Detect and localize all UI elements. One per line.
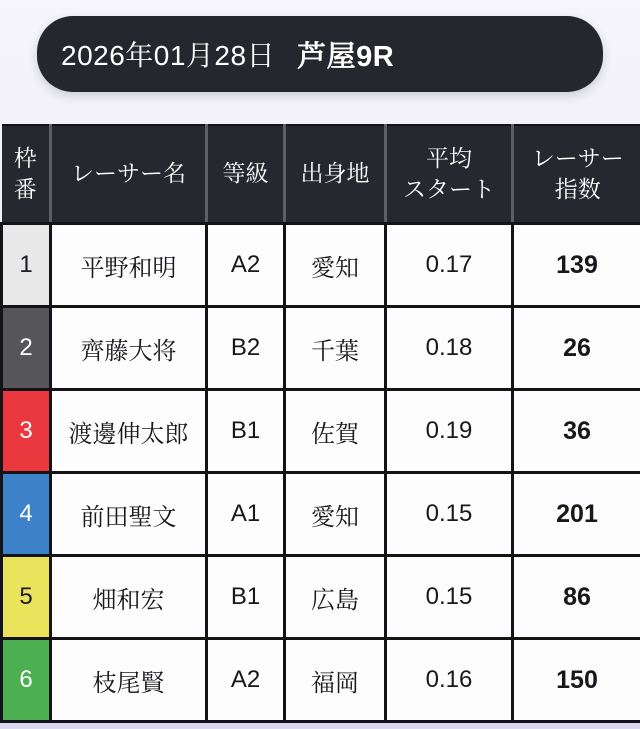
race-date: 2026年01月28日 [61, 34, 275, 74]
column-header-racer-index: レーサー 指数 [513, 125, 640, 224]
lane-number-cell: 6 [2, 639, 51, 722]
racer-index-cell: 139 [513, 224, 640, 307]
avg-start-cell: 0.19 [386, 390, 513, 473]
avg-start-cell: 0.16 [386, 639, 513, 722]
avg-start-cell: 0.15 [386, 473, 513, 556]
grade-cell: B2 [207, 307, 285, 390]
column-header-waku: 枠 番 [2, 125, 51, 224]
column-header-avg-start: 平均 スタート [386, 125, 513, 224]
racer-name-cell: 平野和明 [51, 224, 207, 307]
racer-name-cell: 枝尾賢 [51, 639, 207, 722]
column-header-origin: 出身地 [285, 125, 386, 224]
origin-cell: 福岡 [285, 639, 386, 722]
origin-cell: 千葉 [285, 307, 386, 390]
racer-name-cell: 渡邊伸太郎 [51, 390, 207, 473]
lane-number-cell: 3 [2, 390, 51, 473]
table-row [2, 556, 640, 639]
origin-cell: 広島 [285, 556, 386, 639]
racer-table [0, 124, 640, 723]
origin-cell: 愛知 [285, 473, 386, 556]
column-header-grade: 等級 [207, 125, 285, 224]
lane-number-cell: 1 [2, 224, 51, 307]
origin-cell: 佐賀 [285, 390, 386, 473]
lane-number-cell: 5 [2, 556, 51, 639]
racer-index-cell: 36 [513, 390, 640, 473]
table-row [2, 224, 640, 307]
racer-name-cell: 畑和宏 [51, 556, 207, 639]
race-title-bar [37, 16, 603, 92]
race-name: 芦屋9R [297, 34, 394, 75]
grade-cell: A1 [207, 473, 285, 556]
avg-start-cell: 0.18 [386, 307, 513, 390]
grade-cell: B1 [207, 390, 285, 473]
grade-cell: B1 [207, 556, 285, 639]
table-row [2, 390, 640, 473]
lane-number-cell: 4 [2, 473, 51, 556]
avg-start-cell: 0.15 [386, 556, 513, 639]
table-row [2, 473, 640, 556]
racer-table-header [2, 125, 640, 224]
column-header-racer-name: レーサー名 [51, 125, 207, 224]
racer-index-cell: 201 [513, 473, 640, 556]
origin-cell: 愛知 [285, 224, 386, 307]
racer-index-cell: 26 [513, 307, 640, 390]
racer-index-cell: 150 [513, 639, 640, 722]
racer-name-cell: 齊藤大将 [51, 307, 207, 390]
racer-index-cell: 86 [513, 556, 640, 639]
avg-start-cell: 0.17 [386, 224, 513, 307]
grade-cell: A2 [207, 224, 285, 307]
table-row [2, 639, 640, 722]
grade-cell: A2 [207, 639, 285, 722]
lane-number-cell: 2 [2, 307, 51, 390]
racer-name-cell: 前田聖文 [51, 473, 207, 556]
table-row [2, 307, 640, 390]
